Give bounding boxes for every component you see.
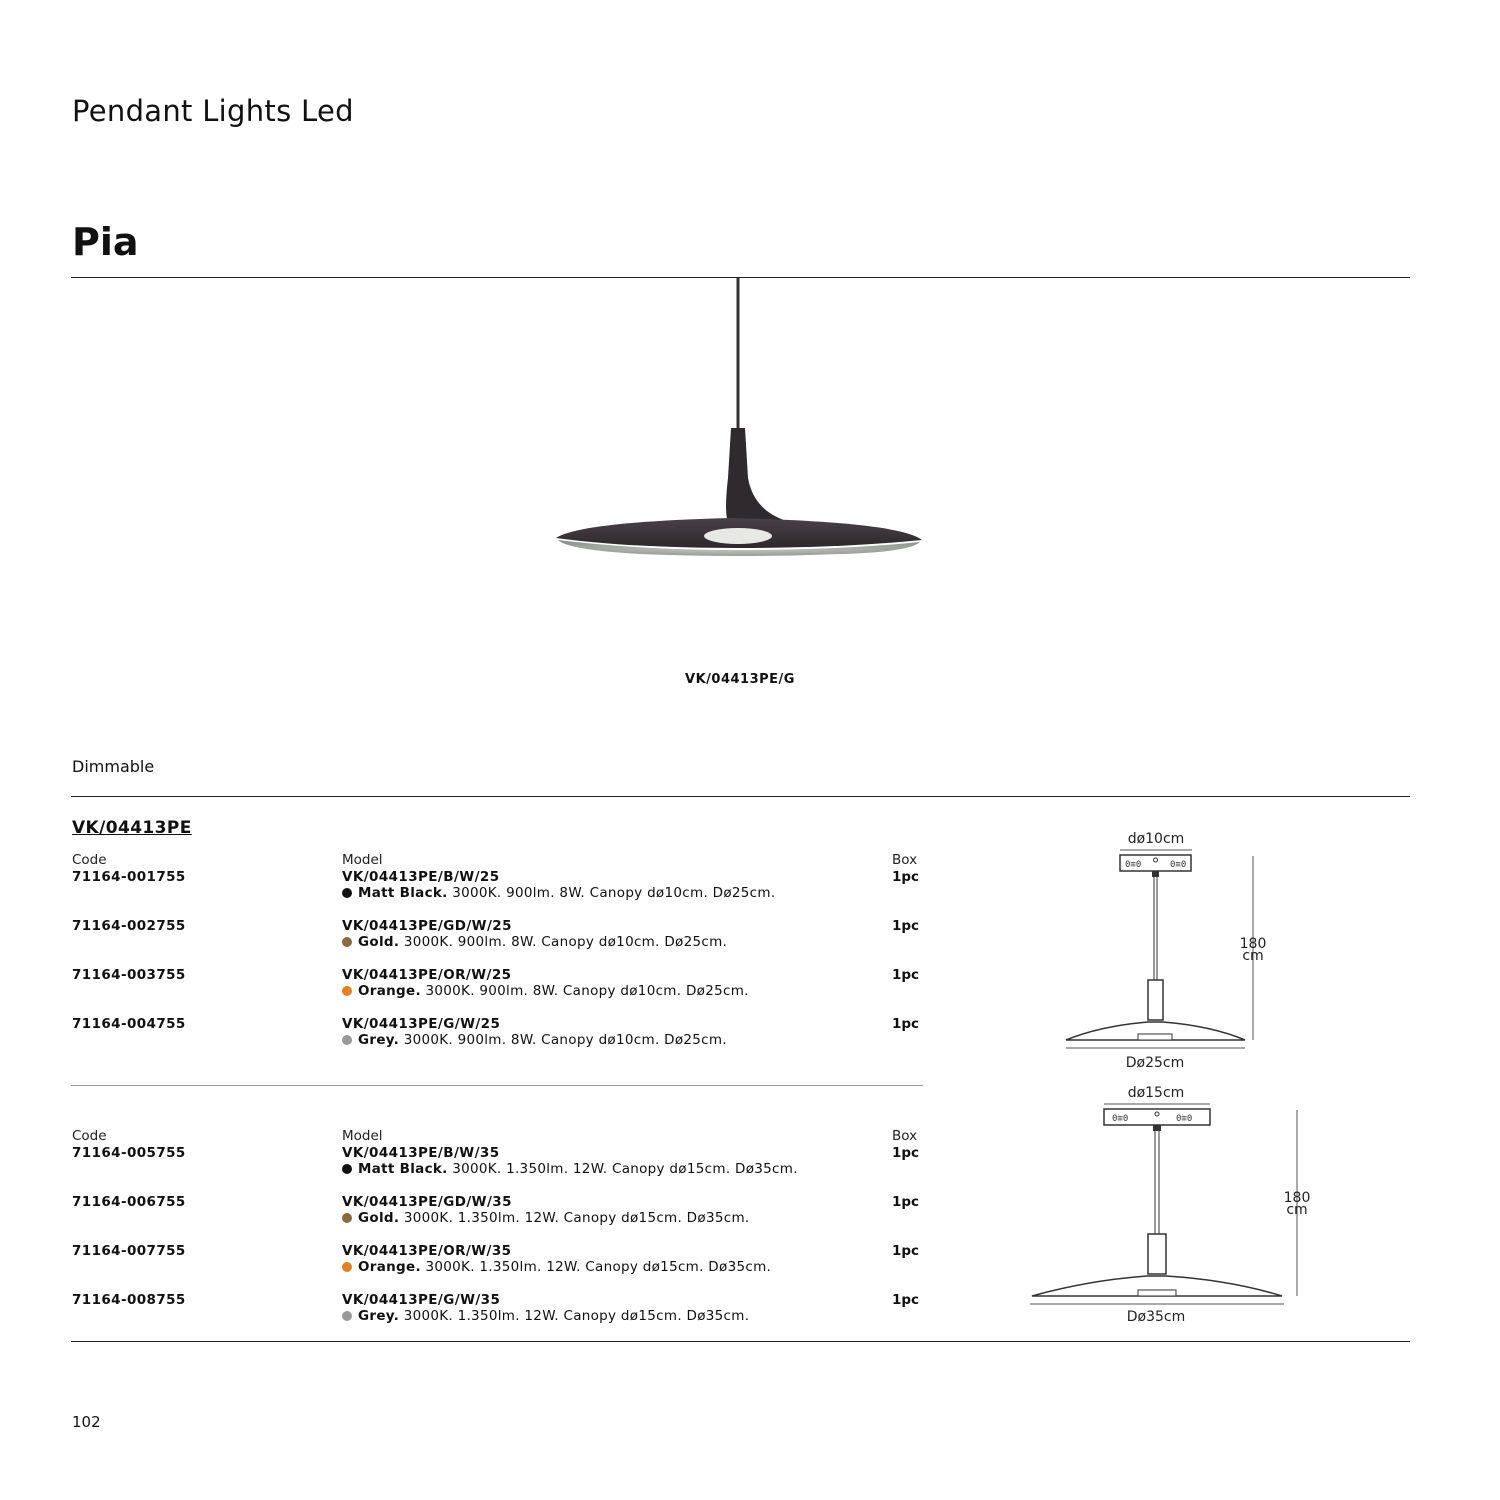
row-code: 71164-003755 <box>72 967 186 983</box>
height-dimension-value: 180 <box>1239 936 1267 952</box>
color-name: Grey. <box>358 1308 400 1324</box>
row-model: VK/04413PE/B/W/25 <box>342 869 500 885</box>
row-specs: 3000K. 900lm. 8W. Canopy dø10cm. Dø25cm. <box>403 1032 727 1048</box>
color-name: Matt Black. <box>358 1161 448 1177</box>
row-box: 1pc <box>892 1243 920 1259</box>
dimension-diagram-35 <box>1020 1076 1320 1334</box>
color-swatch-icon <box>342 986 352 996</box>
code-header: Code <box>72 1128 107 1144</box>
row-description <box>342 1259 771 1275</box>
row-model: VK/04413PE/G/W/25 <box>342 1016 501 1032</box>
page-number: 102 <box>72 1413 101 1431</box>
product-photo <box>540 278 940 578</box>
row-description <box>342 1161 798 1177</box>
color-swatch-icon <box>342 1035 352 1045</box>
color-name: Grey. <box>358 1032 400 1048</box>
group-divider <box>71 1085 923 1086</box>
row-code: 71164-005755 <box>72 1145 186 1161</box>
row-model: VK/04413PE/GD/W/25 <box>342 918 512 934</box>
row-code: 71164-006755 <box>72 1194 186 1210</box>
row-description <box>342 934 727 950</box>
height-dimension-unit: cm <box>1242 948 1264 964</box>
row-model: VK/04413PE/GD/W/35 <box>342 1194 512 1210</box>
row-box: 1pc <box>892 1194 920 1210</box>
row-specs: 3000K. 900lm. 8W. Canopy dø10cm. Dø25cm. <box>425 983 749 999</box>
svg-text:0≡0: 0≡0 <box>1125 860 1142 870</box>
row-specs: 3000K. 900lm. 8W. Canopy dø10cm. Dø25cm. <box>452 885 776 901</box>
row-code: 71164-008755 <box>72 1292 186 1308</box>
shade-dimension-label: Dø25cm <box>1125 1055 1185 1071</box>
box-header: Box <box>892 852 918 868</box>
color-name: Gold. <box>358 934 400 950</box>
row-specs: 3000K. 1.350lm. 12W. Canopy dø15cm. Dø35cm. <box>403 1210 750 1226</box>
height-dimension-unit: cm <box>1286 1202 1308 1218</box>
dimension-diagram-25 <box>1040 822 1300 1078</box>
row-code: 71164-001755 <box>72 869 186 885</box>
row-description <box>342 1032 727 1048</box>
color-swatch-icon <box>342 1164 352 1174</box>
height-dimension-value: 180 <box>1283 1190 1311 1206</box>
row-specs: 3000K. 1.350lm. 12W. Canopy dø15cm. Dø35cm. <box>425 1259 772 1275</box>
row-specs: 3000K. 1.350lm. 12W. Canopy dø15cm. Dø35cm. <box>403 1308 750 1324</box>
row-code: 71164-004755 <box>72 1016 186 1032</box>
row-model: VK/04413PE/G/W/35 <box>342 1292 501 1308</box>
row-box: 1pc <box>892 1145 920 1161</box>
canopy-dimension-label: dø15cm <box>1127 1085 1185 1101</box>
model-header: Model <box>342 1128 383 1144</box>
row-specs: 3000K. 900lm. 8W. Canopy dø10cm. Dø25cm. <box>403 934 728 950</box>
spec-divider <box>71 796 1410 797</box>
row-box: 1pc <box>892 869 920 885</box>
row-code: 71164-007755 <box>72 1243 186 1259</box>
box-header: Box <box>892 1128 918 1144</box>
color-swatch-icon <box>342 888 352 898</box>
photo-caption: VK/04413PE/G <box>685 672 795 687</box>
color-swatch-icon <box>342 1262 352 1272</box>
product-title: Pia <box>72 220 139 264</box>
row-box: 1pc <box>892 918 920 934</box>
row-description <box>342 885 775 901</box>
color-name: Orange. <box>358 983 421 999</box>
row-code: 71164-002755 <box>72 918 186 934</box>
section-title: Pendant Lights Led <box>72 94 354 128</box>
svg-text:0≡0: 0≡0 <box>1176 1114 1193 1124</box>
color-name: Gold. <box>358 1210 400 1226</box>
row-model: VK/04413PE/OR/W/25 <box>342 967 512 983</box>
bottom-divider <box>71 1341 1410 1342</box>
family-code: VK/04413PE <box>72 818 192 838</box>
dimmable-label: Dimmable <box>72 757 155 776</box>
shade-dimension-label: Dø35cm <box>1126 1309 1186 1325</box>
row-box: 1pc <box>892 967 920 983</box>
color-name: Matt Black. <box>358 885 448 901</box>
row-description <box>342 983 749 999</box>
color-name: Orange. <box>358 1259 421 1275</box>
row-specs: 3000K. 1.350lm. 12W. Canopy dø15cm. Dø35cm. <box>452 1161 798 1177</box>
row-model: VK/04413PE/OR/W/35 <box>342 1243 512 1259</box>
row-box: 1pc <box>892 1292 920 1308</box>
row-description <box>342 1210 749 1226</box>
model-header: Model <box>342 852 383 868</box>
code-header: Code <box>72 852 107 868</box>
row-box: 1pc <box>892 1016 920 1032</box>
color-swatch-icon <box>342 1311 352 1321</box>
color-swatch-icon <box>342 1213 352 1223</box>
row-description <box>342 1308 749 1324</box>
canopy-dimension-label: dø10cm <box>1127 831 1185 847</box>
svg-text:0≡0: 0≡0 <box>1112 1114 1129 1124</box>
svg-text:0≡0: 0≡0 <box>1170 860 1187 870</box>
row-model: VK/04413PE/B/W/35 <box>342 1145 500 1161</box>
color-swatch-icon <box>342 937 352 947</box>
